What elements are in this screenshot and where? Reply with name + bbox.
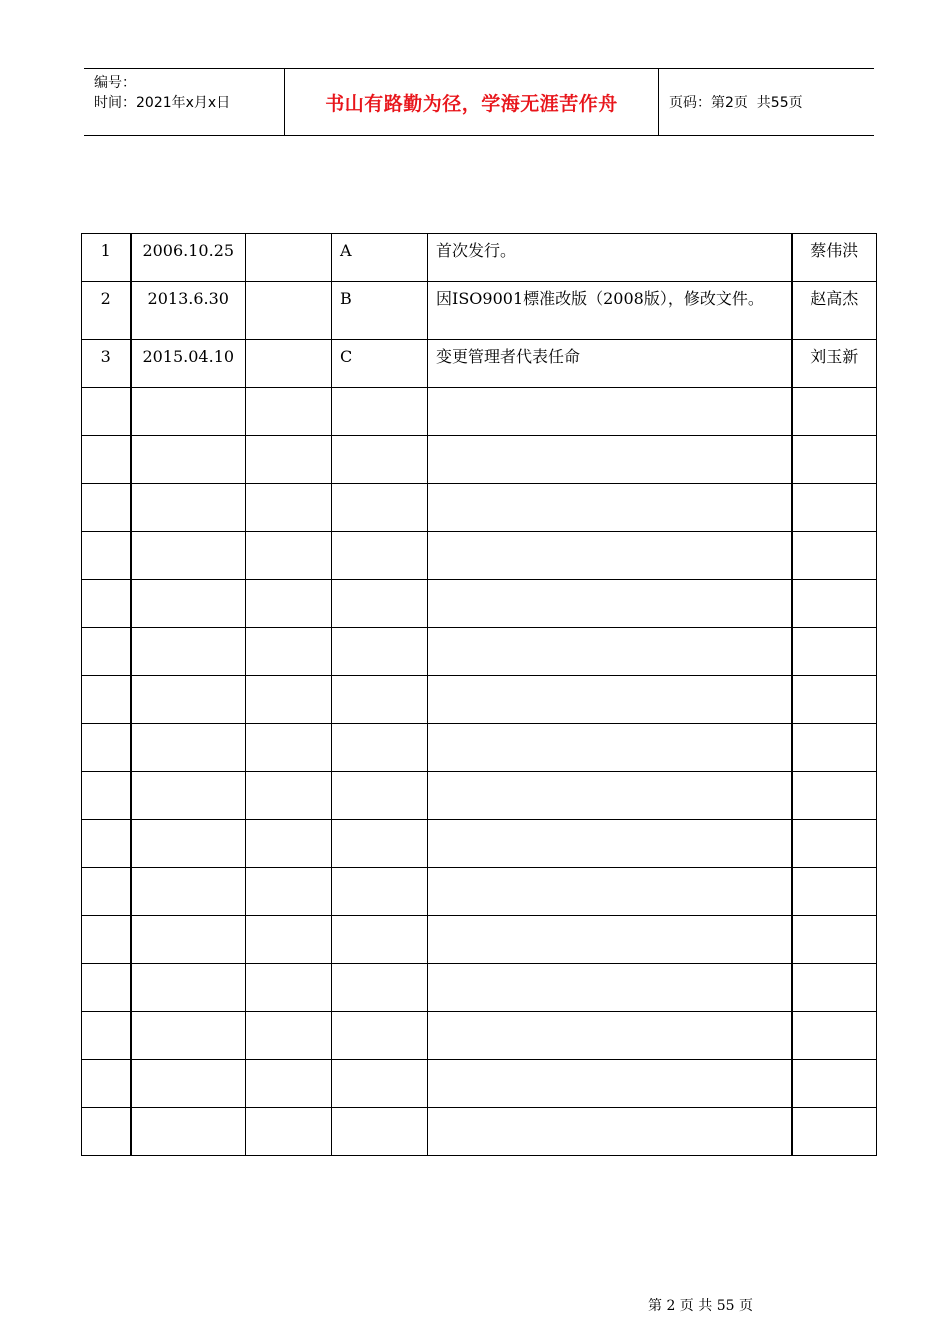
page-footer: 第 2 页 共 55 页: [648, 1298, 753, 1314]
empty-table-row: [82, 868, 877, 916]
revision-col3: [246, 282, 332, 340]
empty-cell: [82, 532, 131, 580]
page-code-text: 页码：第2页 共55页: [669, 95, 803, 111]
empty-cell: [792, 1108, 877, 1156]
revision-date: 2006.10.25: [131, 234, 246, 282]
empty-cell: [246, 1108, 332, 1156]
empty-cell: [428, 628, 792, 676]
revision-person: 赵高杰: [792, 282, 877, 340]
empty-cell: [82, 916, 131, 964]
revision-table-body: [82, 234, 877, 1156]
empty-cell: [131, 1060, 246, 1108]
revision-version: B: [332, 282, 428, 340]
header-motto: 书山有路勤为径，学海无涯苦作舟: [285, 69, 659, 135]
empty-cell: [131, 484, 246, 532]
empty-cell: [131, 1012, 246, 1060]
empty-cell: [131, 820, 246, 868]
empty-cell: [332, 1012, 428, 1060]
empty-cell: [792, 628, 877, 676]
empty-cell: [246, 820, 332, 868]
empty-cell: [246, 436, 332, 484]
empty-cell: [82, 436, 131, 484]
empty-cell: [82, 628, 131, 676]
empty-cell: [131, 580, 246, 628]
revision-description: 变更管理者代表任命: [428, 340, 792, 388]
revision-no: 2: [82, 282, 131, 340]
empty-cell: [246, 964, 332, 1012]
empty-table-row: [82, 1108, 877, 1156]
empty-cell: [332, 580, 428, 628]
empty-cell: [82, 772, 131, 820]
empty-cell: [792, 676, 877, 724]
empty-cell: [428, 772, 792, 820]
empty-table-row: [82, 1012, 877, 1060]
document-time-label: 时间：2021年x月x日: [94, 95, 231, 111]
empty-cell: [428, 676, 792, 724]
empty-table-row: [82, 628, 877, 676]
empty-cell: [792, 820, 877, 868]
table-row: [82, 340, 877, 388]
empty-cell: [792, 1012, 877, 1060]
empty-cell: [246, 868, 332, 916]
empty-cell: [792, 580, 877, 628]
empty-cell: [246, 388, 332, 436]
empty-cell: [82, 1060, 131, 1108]
empty-cell: [332, 724, 428, 772]
empty-cell: [82, 724, 131, 772]
empty-cell: [131, 772, 246, 820]
empty-table-row: [82, 916, 877, 964]
empty-cell: [131, 436, 246, 484]
empty-cell: [246, 1060, 332, 1108]
empty-cell: [82, 820, 131, 868]
empty-cell: [792, 772, 877, 820]
empty-cell: [246, 916, 332, 964]
empty-cell: [792, 532, 877, 580]
header-page-code: [659, 69, 874, 135]
empty-cell: [428, 436, 792, 484]
empty-cell: [131, 868, 246, 916]
page-header: [84, 68, 874, 136]
empty-cell: [428, 724, 792, 772]
empty-cell: [332, 484, 428, 532]
empty-cell: [82, 484, 131, 532]
empty-table-row: [82, 532, 877, 580]
empty-cell: [131, 1108, 246, 1156]
empty-cell: [332, 916, 428, 964]
revision-date: 2013.6.30: [131, 282, 246, 340]
empty-cell: [246, 580, 332, 628]
empty-cell: [792, 436, 877, 484]
empty-cell: [82, 388, 131, 436]
empty-cell: [131, 676, 246, 724]
empty-cell: [332, 964, 428, 1012]
empty-cell: [428, 820, 792, 868]
empty-cell: [332, 388, 428, 436]
header-meta: [84, 69, 285, 135]
empty-table-row: [82, 436, 877, 484]
revision-no: 1: [82, 234, 131, 282]
empty-cell: [131, 724, 246, 772]
empty-cell: [428, 868, 792, 916]
empty-table-row: [82, 724, 877, 772]
empty-cell: [428, 532, 792, 580]
empty-cell: [332, 820, 428, 868]
empty-cell: [246, 628, 332, 676]
empty-cell: [792, 868, 877, 916]
empty-cell: [332, 628, 428, 676]
empty-cell: [246, 532, 332, 580]
document-number-label: 编号：: [94, 75, 136, 91]
empty-cell: [428, 964, 792, 1012]
empty-cell: [131, 916, 246, 964]
empty-table-row: [82, 580, 877, 628]
empty-cell: [428, 484, 792, 532]
empty-cell: [792, 724, 877, 772]
table-row: [82, 234, 877, 282]
empty-cell: [332, 676, 428, 724]
empty-table-row: [82, 484, 877, 532]
table-row: [82, 282, 877, 340]
empty-cell: [332, 1060, 428, 1108]
empty-cell: [792, 964, 877, 1012]
revision-person: 蔡伟洪: [792, 234, 877, 282]
empty-cell: [131, 388, 246, 436]
empty-cell: [131, 532, 246, 580]
empty-table-row: [82, 1060, 877, 1108]
empty-cell: [246, 1012, 332, 1060]
empty-cell: [246, 484, 332, 532]
empty-cell: [332, 436, 428, 484]
empty-cell: [246, 772, 332, 820]
empty-cell: [82, 868, 131, 916]
empty-cell: [332, 1108, 428, 1156]
empty-cell: [428, 1108, 792, 1156]
revision-history-table: [81, 233, 877, 1156]
empty-cell: [82, 1108, 131, 1156]
revision-no: 3: [82, 340, 131, 388]
empty-cell: [246, 676, 332, 724]
empty-table-row: [82, 388, 877, 436]
empty-table-row: [82, 964, 877, 1012]
revision-description: 首次发行。: [428, 234, 792, 282]
empty-cell: [246, 724, 332, 772]
empty-cell: [428, 388, 792, 436]
empty-cell: [428, 916, 792, 964]
empty-cell: [792, 484, 877, 532]
empty-cell: [332, 868, 428, 916]
empty-cell: [332, 532, 428, 580]
revision-col3: [246, 340, 332, 388]
empty-cell: [428, 1012, 792, 1060]
empty-cell: [332, 772, 428, 820]
empty-cell: [131, 964, 246, 1012]
empty-table-row: [82, 820, 877, 868]
empty-cell: [792, 916, 877, 964]
empty-table-row: [82, 676, 877, 724]
empty-cell: [792, 388, 877, 436]
revision-description: 因ISO9001標准改版（2008版），修改文件。: [428, 282, 792, 340]
revision-version: C: [332, 340, 428, 388]
empty-cell: [82, 1012, 131, 1060]
revision-col3: [246, 234, 332, 282]
empty-cell: [428, 580, 792, 628]
revision-date: 2015.04.10: [131, 340, 246, 388]
empty-cell: [82, 580, 131, 628]
empty-table-row: [82, 772, 877, 820]
empty-cell: [131, 628, 246, 676]
empty-cell: [82, 676, 131, 724]
empty-cell: [82, 964, 131, 1012]
empty-cell: [428, 1060, 792, 1108]
revision-version: A: [332, 234, 428, 282]
empty-cell: [792, 1060, 877, 1108]
revision-person: 刘玉新: [792, 340, 877, 388]
